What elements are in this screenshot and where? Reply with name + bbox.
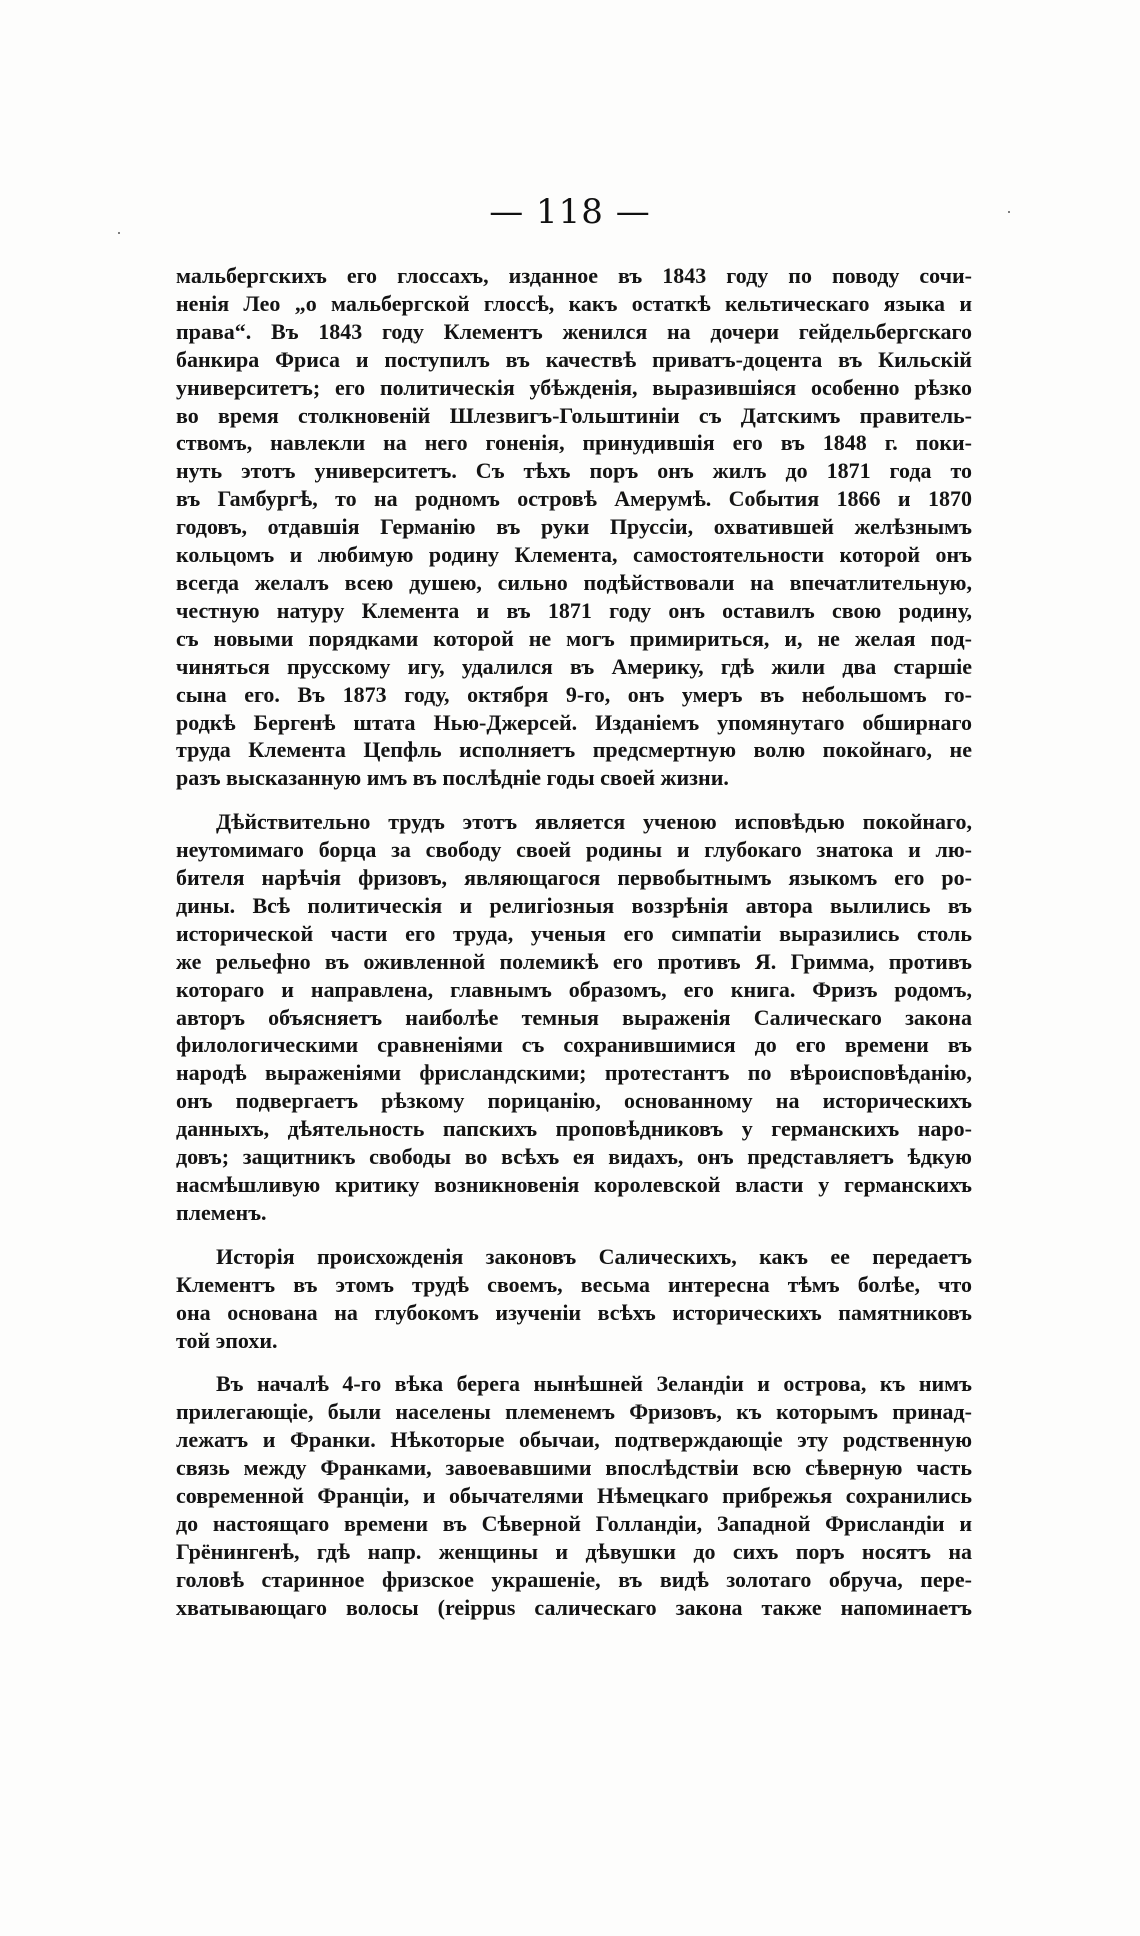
paragraph-4 xyxy=(176,1370,972,1621)
text-line: авторъ объясняетъ наиболѣе темныя выраженія Салическаго закона xyxy=(176,1004,972,1030)
text-line: мальбергскихъ его глоссахъ, изданное въ 1843 году по поводу сочи- xyxy=(176,263,972,288)
text-line: исторической части его труда, ученыя его симпатіи выразились столь xyxy=(176,920,972,946)
text-line: нуть этотъ университетъ. Съ тѣхъ поръ онъ жилъ до 1871 года то xyxy=(176,458,972,484)
text-line: той эпохи. xyxy=(176,1327,278,1353)
text-line: головѣ старинное фризское украшеніе, въ видѣ золотаго обруча, пере- xyxy=(176,1566,972,1592)
text-line: Исторія происхожденія законовъ Салическихъ, какъ ее передаетъ xyxy=(216,1243,972,1269)
paragraph-2 xyxy=(176,808,972,1227)
text-line: банкира Фриса и поступилъ въ качествѣ приватъ-доцента въ Кильскій xyxy=(176,346,972,372)
text-line: дины. Всѣ политическія и религіозныя воззрѣнія автора вылились въ xyxy=(176,892,972,918)
text-line: данныхъ, дѣятельность папскихъ проповѣдниковъ у германскихъ наро- xyxy=(176,1116,972,1142)
text-line: племенъ. xyxy=(176,1199,267,1225)
text-line: Грёнингенѣ, гдѣ напр. женщины и дѣвушки до сихъ поръ носятъ на xyxy=(176,1538,972,1564)
body-text xyxy=(176,262,972,1622)
text-line: же рельефно въ оживленной полемикѣ его противъ Я. Гримма, противъ xyxy=(176,948,972,974)
text-line: университетъ; его политическія убѣжденія, выразившіяся особенно рѣзко xyxy=(176,374,972,400)
text-line: съ новыми порядками которой не могъ примириться, и, не желая под- xyxy=(176,625,972,651)
text-line: всегда желалъ всею душею, сильно подѣйствовали на впечатлительную, xyxy=(176,569,972,595)
text-line: хватывающаго волосы (reippus салическаго закона также напоминаетъ xyxy=(176,1594,972,1620)
text-line: честную натуру Клемента и въ 1871 году онъ оставилъ свою родину, xyxy=(176,597,972,623)
text-line: до настоящаго времени въ Сѣверной Голландіи, Западной Фрисландіи и xyxy=(176,1510,972,1536)
text-line: филологическими сравненіями съ сохранившимися до его времени въ xyxy=(176,1032,972,1058)
text-line: Дѣйствительно трудъ этотъ является ученою исповѣдью покойнаго, xyxy=(216,809,972,835)
paper-speck xyxy=(118,232,120,234)
text-line: Въ началѣ 4-го вѣка берега нынѣшней Зеландіи и острова, къ нимъ xyxy=(216,1371,972,1397)
text-line: связь между Франками, завоевавшими впослѣдствіи всю сѣверную часть xyxy=(176,1455,972,1481)
text-line: разъ высказанную имъ въ послѣдніе годы своей жизни. xyxy=(176,765,729,791)
page-number: — 118 — xyxy=(489,192,651,232)
text-line: народѣ выраженіями фрисландскими; протестантъ по вѣроисповѣданію, xyxy=(176,1060,972,1086)
text-line: она основана на глубокомъ изученіи всѣхъ историческихъ памятниковъ xyxy=(176,1299,972,1325)
text-line: прилегающіе, были населены племенемъ Фризовъ, къ которымъ принад- xyxy=(176,1399,972,1425)
text-line: во время столкновеній Шлезвигъ-Гольштиніи съ Датскимъ правитель- xyxy=(176,402,972,428)
text-line: онъ подвергаетъ рѣзкому порицанію, основанному на историческихъ xyxy=(176,1088,972,1114)
text-line: насмѣшливую критику возникновенія королевской власти у германскихъ xyxy=(176,1172,972,1197)
text-line: довъ; защитникъ свободы во всѣхъ ея видахъ, онъ представляетъ ѣдкую xyxy=(176,1144,972,1170)
paragraph-1 xyxy=(176,262,972,792)
text-line: котораго и направлена, главнымъ образомъ, его книга. Фризъ родомъ, xyxy=(176,976,972,1002)
text-line: лежатъ и Франки. Нѣкоторые обычаи, подтверждающіе эту родственную xyxy=(176,1427,972,1453)
text-line: въ Гамбургѣ, то на родномъ островѣ Амерумѣ. События 1866 и 1870 xyxy=(176,486,972,512)
text-line: права“. Въ 1843 году Клементъ женился на дочери гейдельбергскаго xyxy=(176,318,972,344)
text-line: чиняться прусскому игу, удалился въ Америку, гдѣ жили два старшіе xyxy=(176,653,972,679)
text-line: Клементъ въ этомъ трудѣ своемъ, весьма интересна тѣмъ болѣе, что xyxy=(176,1271,972,1297)
text-line: неутомимаго борца за свободу своей родины и глубокаго знатока и лю- xyxy=(176,837,972,863)
text-line: родкѣ Бергенѣ штата Нью-Джерсей. Изданіемъ упомянутаго обширнаго xyxy=(176,709,972,735)
text-line: кольцомъ и любимую родину Клемента, самостоятельности которой онъ xyxy=(176,542,972,568)
text-line: годовъ, отдавшія Германію въ руки Пруссіи, охватившей желѣзнымъ xyxy=(176,514,972,540)
text-line: бителя нарѣчія фризовъ, являющагося первобытнымъ языкомъ его ро- xyxy=(176,865,972,891)
text-line: современной Франціи, и обычателями Нѣмецкаго прибрежья сохранились xyxy=(176,1483,972,1509)
text-line: труда Клемента Цепфль исполняетъ предсмертную волю покойнаго, не xyxy=(176,737,972,763)
text-line: ненія Лео „о мальбергской глоссѣ, какъ остаткѣ кельтическаго языка и xyxy=(176,290,972,316)
text-line: сына его. Въ 1873 году, октября 9-го, онъ умеръ въ небольшомъ го- xyxy=(176,681,972,707)
paragraph-3 xyxy=(176,1243,972,1355)
text-line: ствомъ, навлекли на него гоненія, принудившія его въ 1848 г. поки- xyxy=(176,430,972,456)
